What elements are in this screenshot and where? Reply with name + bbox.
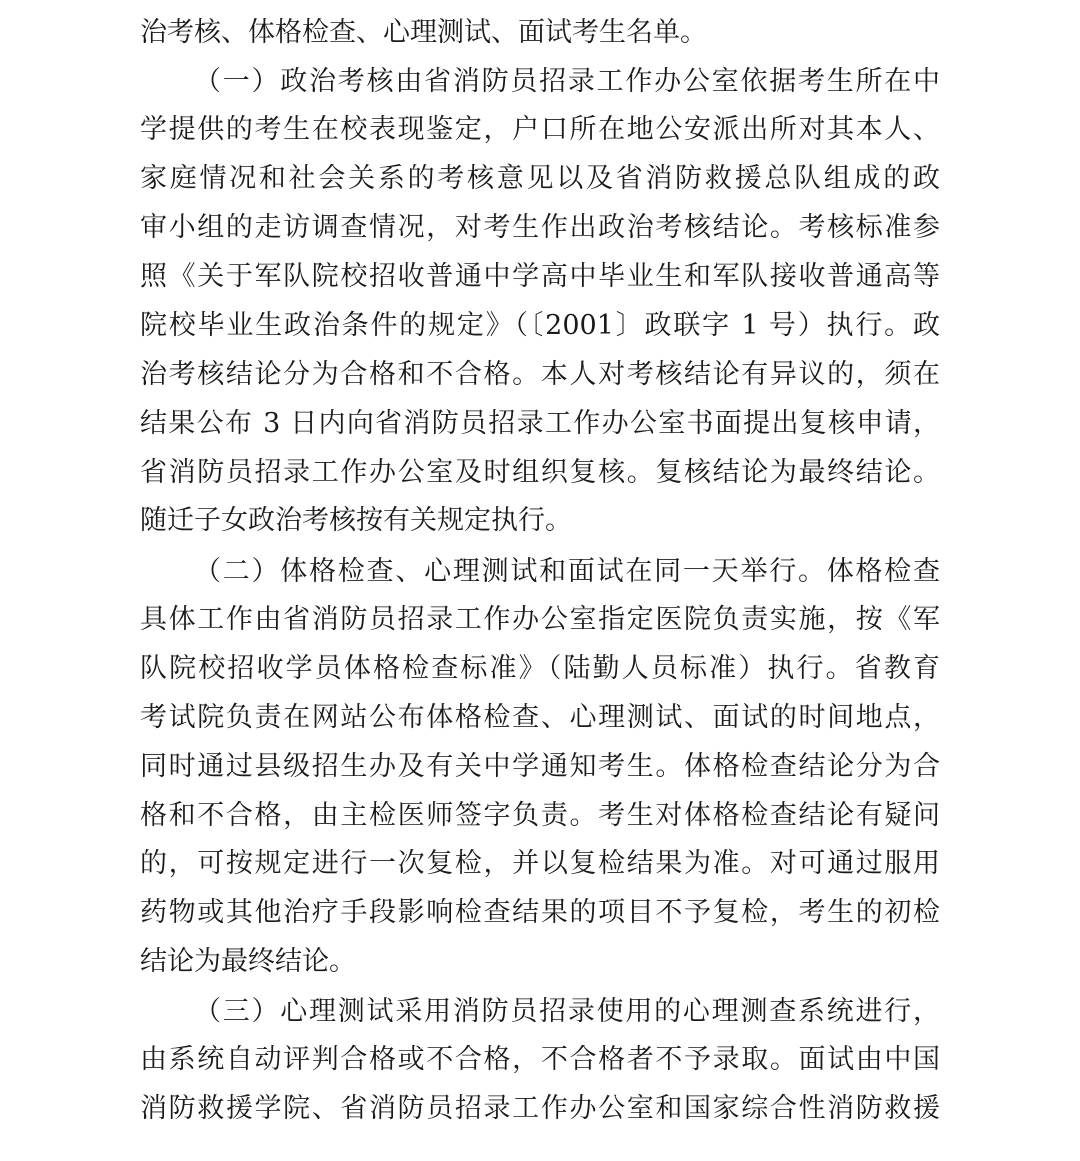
text-line: 学提供的考生在校表现鉴定，户口所在地公安派出所对其本人、 [140,114,940,145]
text-line: 队院校招收学员体格检查标准》（陆勤人员标准）执行。省教育 [140,653,940,684]
text-line: 审小组的走访调查情况，对考生作出政治考核结论。考核标准参 [140,212,940,243]
paragraph-1-start: （一）政治考核由省消防员招录工作办公室依据考生所在中 [194,66,940,97]
text-line: 由系统自动评判合格或不合格，不合格者不予录取。面试由中国 [140,1044,940,1075]
text-line: 省消防员招录工作办公室及时组织复核。复核结论为最终结论。 [140,457,940,488]
text-line: 具体工作由省消防员招录工作办公室指定医院负责实施，按《军 [140,604,940,635]
paragraph-2-start: （二）体格检查、心理测试和面试在同一天举行。体格检查 [194,556,940,587]
text-line: 治考核、体格检查、心理测试、面试考生名单。 [140,17,707,48]
text-line: 照《关于军队院校招收普通中学高中毕业生和军队接收普通高等 [140,261,940,292]
text-line: 药物或其他治疗手段影响检查结果的项目不予复检，考生的初检 [140,897,940,928]
text-line: 结论为最终结论。 [140,946,356,977]
paragraph-3-start: （三）心理测试采用消防员招录使用的心理测查系统进行， [194,996,940,1027]
text-line: 消防救援学院、省消防员招录工作办公室和国家综合性消防救援 [140,1093,940,1124]
text-line: 结果公布 3 日内向省消防员招录工作办公室书面提出复核申请， [140,408,940,439]
text-line: 考试院负责在网站公布体格检查、心理测试、面试的时间地点， [140,702,940,733]
text-line: 治考核结论分为合格和不合格。本人对考核结论有异议的，须在 [140,359,940,390]
text-line: 同时通过县级招生办及有关中学通知考生。体格检查结论分为合 [140,751,940,782]
text-line: 格和不合格，由主检医师签字负责。考生对体格检查结论有疑问 [140,800,940,831]
text-line: 院校毕业生政治条件的规定》（〔2001〕政联字 1 号）执行。政 [140,310,940,341]
text-line: 的，可按规定进行一次复检，并以复检结果为准。对可通过服用 [140,848,940,879]
text-line: 家庭情况和社会关系的考核意见以及省消防救援总队组成的政 [140,163,940,194]
text-line: 随迁子女政治考核按有关规定执行。 [140,505,572,536]
